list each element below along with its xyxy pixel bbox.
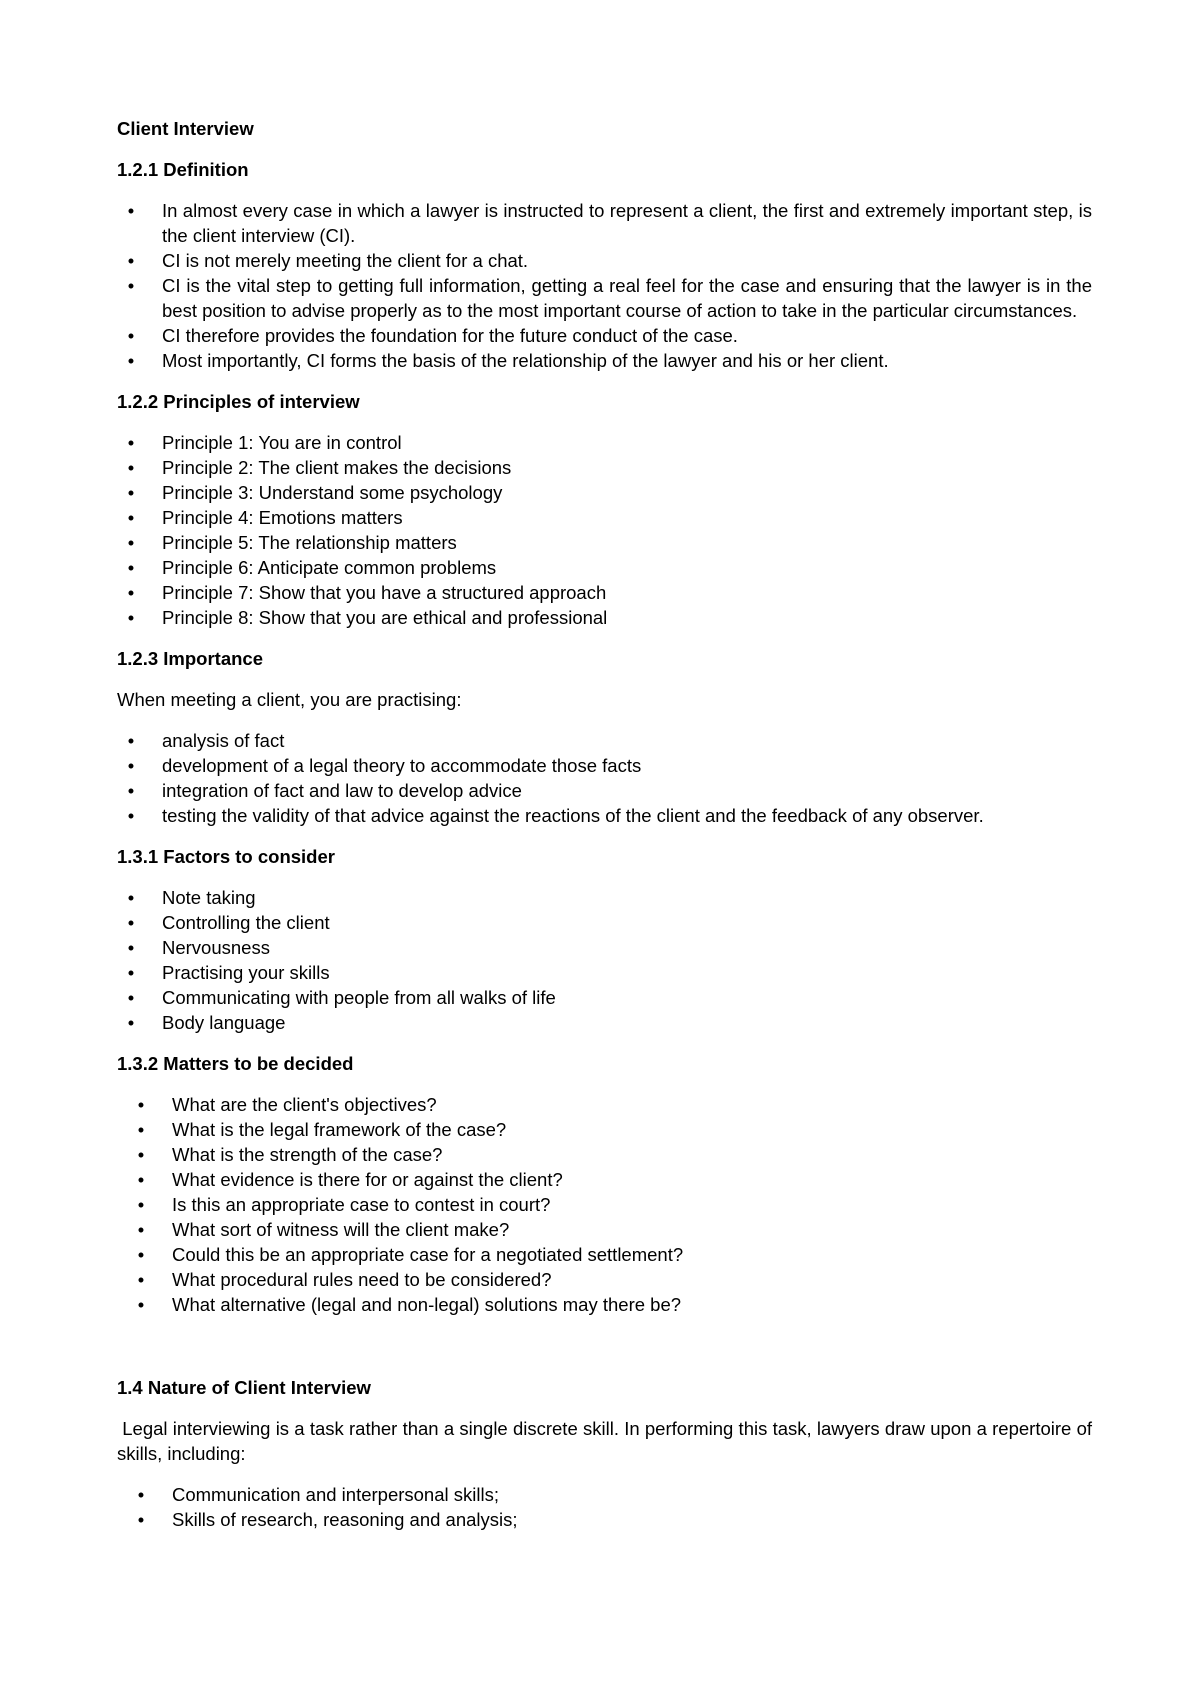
list-item: • Principle 1: You are in control (117, 430, 1092, 455)
bullet-icon: • (137, 1119, 145, 1140)
list-item: • Communication and interpersonal skills; (117, 1482, 1092, 1507)
list-item: • Controlling the client (117, 910, 1092, 935)
list-item: • Could this be an appropriate case for a negotiated settlement? (117, 1242, 1092, 1267)
bullet-icon: • (137, 1269, 145, 1290)
bullet-icon: • (127, 532, 135, 553)
list-item: • testing the validity of that advice against the reactions of the client and the feedback of any observer. (117, 803, 1092, 828)
bullet-icon: • (127, 805, 135, 826)
heading-matters: 1.3.2 Matters to be decided (117, 1053, 354, 1074)
definition-list (117, 198, 1092, 373)
list-item: • What alternative (legal and non-legal) solutions may there be? (117, 1292, 1092, 1317)
bullet-icon: • (137, 1509, 145, 1530)
list-item: • Skills of research, reasoning and analysis; (117, 1507, 1092, 1532)
list-item: • What is the strength of the case? (117, 1142, 1092, 1167)
bullet-icon: • (127, 887, 135, 908)
importance-intro: When meeting a client, you are practising: (117, 689, 462, 710)
list-item: • analysis of fact (117, 728, 1092, 753)
heading-factors: 1.3.1 Factors to consider (117, 846, 335, 867)
list-item: • Principle 8: Show that you are ethical and professional (117, 605, 1092, 630)
list-item: • CI therefore provides the foundation for the future conduct of the case. (117, 323, 1092, 348)
bullet-icon: • (127, 432, 135, 453)
bullet-icon: • (127, 987, 135, 1008)
bullet-icon: • (137, 1294, 145, 1315)
list-item: • Practising your skills (117, 960, 1092, 985)
nature-intro: Legal interviewing is a task rather than a single discrete skill. In performing this task, lawyers draw upon a repertoire of skills, including: (117, 1418, 1098, 1464)
document-page (117, 116, 1098, 1532)
list-item: • In almost every case in which a lawyer is instructed to represent a client, the first and extremely important step, is the client interview (CI). (117, 198, 1092, 248)
bullet-icon: • (137, 1169, 145, 1190)
bullet-icon: • (127, 755, 135, 776)
list-item: • Nervousness (117, 935, 1092, 960)
bullet-icon: • (127, 200, 135, 221)
heading-nature: 1.4 Nature of Client Interview (117, 1377, 371, 1398)
bullet-icon: • (127, 507, 135, 528)
bullet-icon: • (127, 350, 135, 371)
importance-list (117, 728, 1092, 828)
bullet-icon: • (127, 457, 135, 478)
heading-definition: 1.2.1 Definition (117, 159, 249, 180)
list-item: • development of a legal theory to accommodate those facts (117, 753, 1092, 778)
heading-principles: 1.2.2 Principles of interview (117, 391, 360, 412)
bullet-icon: • (127, 730, 135, 751)
bullet-icon: • (127, 250, 135, 271)
bullet-icon: • (127, 607, 135, 628)
list-item: • Principle 7: Show that you have a structured approach (117, 580, 1092, 605)
bullet-icon: • (127, 482, 135, 503)
factors-list (117, 885, 1092, 1035)
heading-importance: 1.2.3 Importance (117, 648, 264, 669)
list-item: • What evidence is there for or against the client? (117, 1167, 1092, 1192)
list-item: • Principle 5: The relationship matters (117, 530, 1092, 555)
list-item: • What is the legal framework of the case? (117, 1117, 1092, 1142)
list-item: • Body language (117, 1010, 1092, 1035)
bullet-icon: • (127, 1012, 135, 1033)
bullet-icon: • (127, 325, 135, 346)
list-item: • Note taking (117, 885, 1092, 910)
bullet-icon: • (137, 1484, 145, 1505)
list-item: • Most importantly, CI forms the basis of the relationship of the lawyer and his or her client. (117, 348, 1092, 373)
nature-list (117, 1482, 1092, 1532)
bullet-icon: • (137, 1219, 145, 1240)
matters-list (117, 1092, 1092, 1317)
list-item: • Principle 4: Emotions matters (117, 505, 1092, 530)
list-item: • What procedural rules need to be considered? (117, 1267, 1092, 1292)
principles-list (117, 430, 1092, 630)
bullet-icon: • (127, 912, 135, 933)
list-item: • CI is not merely meeting the client for a chat. (117, 248, 1092, 273)
list-item: • Principle 2: The client makes the decisions (117, 455, 1092, 480)
bullet-icon: • (127, 962, 135, 983)
list-item: • What are the client's objectives? (117, 1092, 1092, 1117)
bullet-icon: • (127, 780, 135, 801)
bullet-icon: • (137, 1144, 145, 1165)
list-item: • CI is the vital step to getting full information, getting a real feel for the case and ensuring that the lawyer is in the best position to advise properly as to the most important course of action to take in the particular circumstances. (117, 273, 1092, 323)
list-item: • What sort of witness will the client make? (117, 1217, 1092, 1242)
bullet-icon: • (127, 582, 135, 603)
list-item: • Communicating with people from all walks of life (117, 985, 1092, 1010)
list-item: • Principle 3: Understand some psychology (117, 480, 1092, 505)
bullet-icon: • (137, 1194, 145, 1215)
bullet-icon: • (127, 557, 135, 578)
list-item: • integration of fact and law to develop advice (117, 778, 1092, 803)
bullet-icon: • (137, 1094, 145, 1115)
list-item: • Principle 6: Anticipate common problems (117, 555, 1092, 580)
bullet-icon: • (137, 1244, 145, 1265)
bullet-icon: • (127, 275, 135, 296)
list-item: • Is this an appropriate case to contest in court? (117, 1192, 1092, 1217)
document-title: Client Interview (117, 118, 254, 139)
bullet-icon: • (127, 937, 135, 958)
